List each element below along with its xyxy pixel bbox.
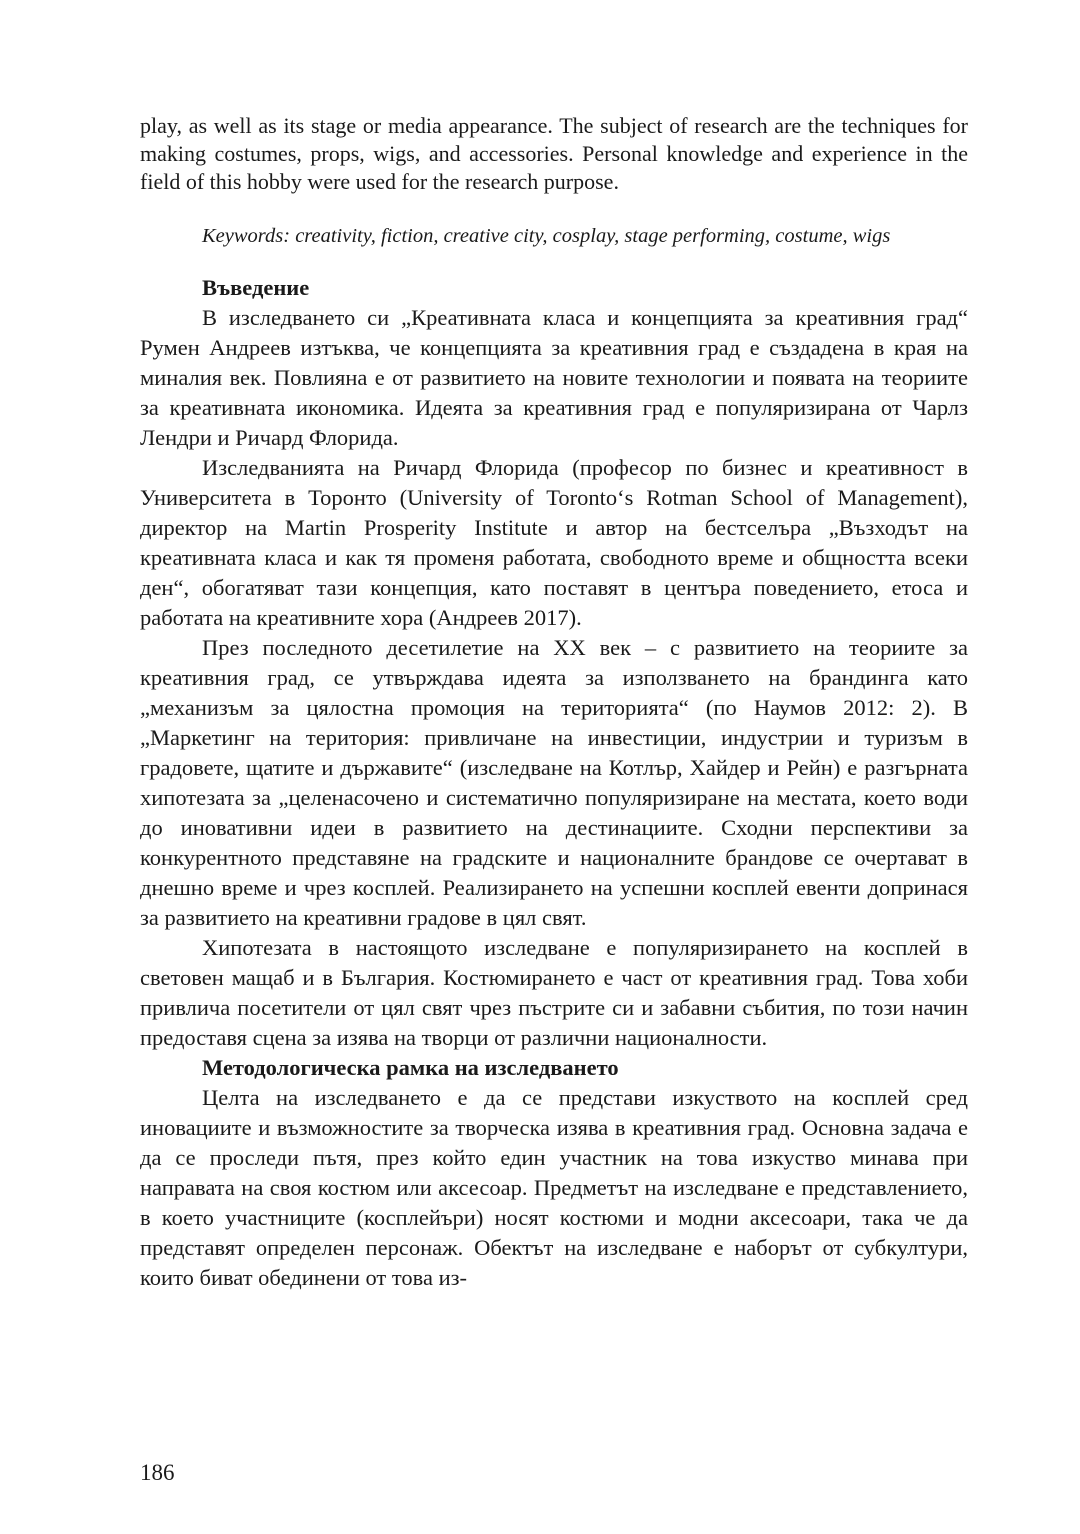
body-paragraph: В изследването си „Креативната класа и концепцията за креативния град“ Румен Андреев изтъква, че концепцията за креативния град е създадена в края на миналия век. Повлияна е от развитието на новите технологии и появата на теориите за креативната икономика. Идеята за креативния град е популяризирана от Чарлз Лендри и Ричард Флорида.	[140, 305, 968, 450]
body-paragraph: През последното десетилетие на XX век – с развитието на теориите за креативния град, се утвърждава идеята за използването на брандинга като „механизъм за цялостна промоция на територията“ (по Наумов 2012: 2). В „Маркетинг на територия: привличане на инвестиции, индустрии и туризъм в градовете, щатите и държавите“ (изследване на Котлър, Хайдер и Рейн) е разгърната хипотезата за „целенасочено и систематично популяризиране на местата, което води до иновативни идеи в развитието на дестинациите. Сходни перспективи за конкурентното представяне на градските и националните брандове се очертават в днешно време и чрез косплей. Реализирането на успешни косплей евенти допринася за развитието на креативни градове в цял свят.	[140, 635, 968, 930]
body-paragraph: Изследванията на Ричард Флорида (професор по бизнес и креативност в Университета в Торонто (University of Toronto‘s Rotman School of Management), директор на Martin Prosperity Institute и автор на бестселъра „Възходът на креативната класа и как тя променя работата, свободното време и общността всеки ден“, обогатяват тази концепция, като поставят в центъра поведението, етоса и работата на креативните хора (Андреев 2017).	[140, 455, 968, 630]
abstract-text: play, as well as its stage or media appearance. The subject of research are the techniques for making costumes, props, wigs, and accessories. Personal knowledge and experience in the field of this hobby were used for the research purpose.	[140, 113, 968, 194]
body-paragraph: Хипотезата в настоящото изследване е популяризирането на косплей в световен мащаб и в България. Костюмирането е част от креативния град. Това хоби привлича посетители от цял свят чрез пъстрите си и забавни събития, по този начин предоставя сцена за изява на творци от различни националности.	[140, 935, 968, 1050]
body-paragraph: Целта на изследването е да се представи изкуството на косплей сред иновациите и възможностите за творческа изява в креативния град. Основна задача е да се проследи пътя, през който един участник на това изкуство минава при направата на своя костюм или аксесоар. Предметът на изследване е представлението, в което участниците (косплейъри) носят костюми и модни аксесоари, така че да представят определен персонаж. Обектът на изследване е наборът от субкултури, които биват обединени от това из-	[140, 1085, 968, 1290]
keywords: Keywords: creativity, fiction, creative city, cosplay, stage performing, costume, wigs	[202, 225, 891, 247]
page-body	[140, 112, 968, 1293]
section-heading-methodology: Методологическа рамка на изследването	[202, 1055, 619, 1080]
page-number: 186	[140, 1460, 175, 1485]
section-heading-introduction: Въведение	[202, 275, 310, 300]
